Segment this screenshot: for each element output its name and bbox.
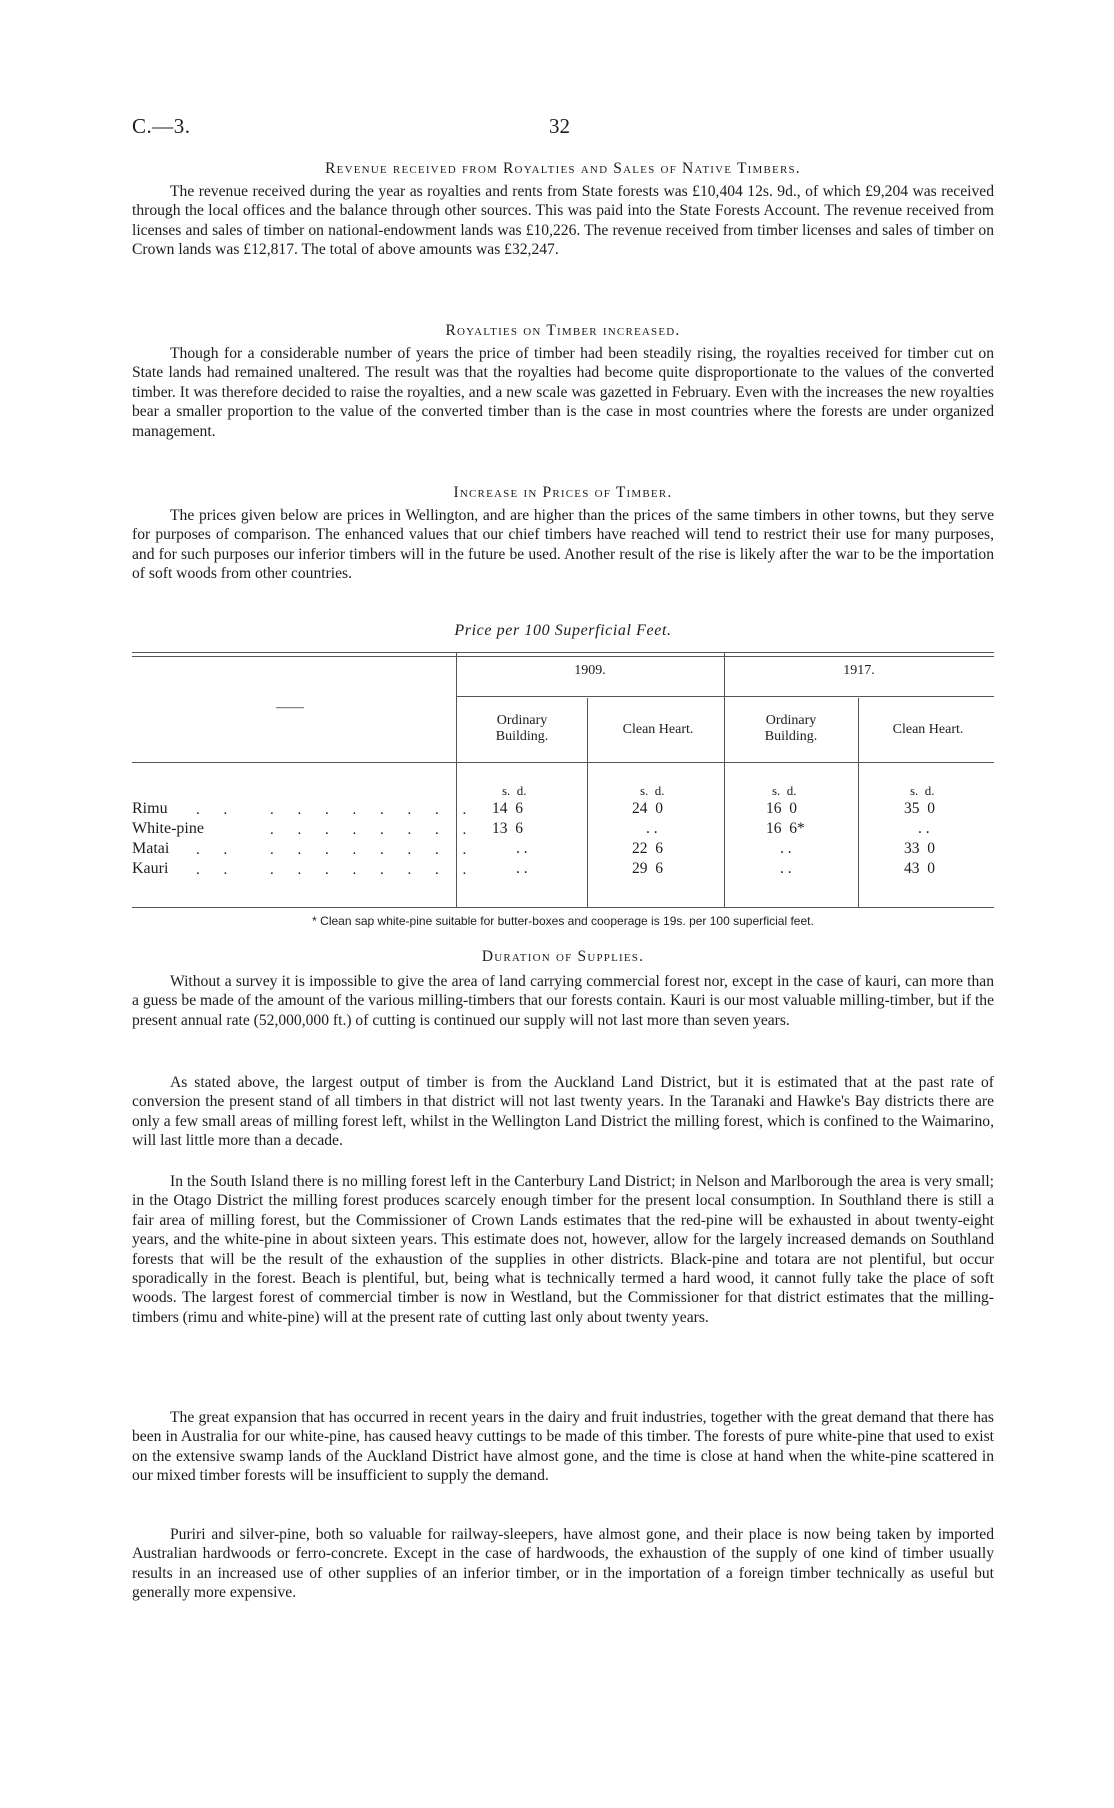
year-header-1909: 1909. <box>574 663 606 678</box>
price-cell: . . <box>780 860 792 877</box>
unit-label: s. d. <box>640 783 665 798</box>
section-heading-duration: Duration of Supplies. <box>481 948 645 965</box>
table-divider <box>724 652 725 908</box>
leader-dots: . . <box>196 842 238 858</box>
price-cell: 13 6 <box>492 820 523 837</box>
section-heading-revenue: Revenue received from Royalties and Sales of Native Timbers. <box>325 160 801 177</box>
price-cell: 35 0 <box>904 800 935 817</box>
row-label: Rimu <box>132 800 168 817</box>
price-cell: . . <box>918 820 930 837</box>
subheader-1909-ordinary: Ordinary Building. <box>495 713 549 744</box>
leader-dots: . . . . . . . . <box>270 802 477 818</box>
page-number: 32 <box>549 114 570 138</box>
table-caption: Price per 100 Superficial Feet. <box>454 622 672 639</box>
paragraph-duration-4: The great expansion that has occurred in recent years in the dairy and fruit industries, together with the great demand that there has been in Australia for our white-pine, has caused heavy cuttings to be made of this timber. The forests of pure white-pine that used to exist on the extensive swamp lands of the Auckland District have almost gone, and the time is close at hand when the white-pine scattered in our mixed timber forests will be insufficient to supply the demand. <box>132 1409 994 1485</box>
subheader-1917-ordinary: Ordinary Building. <box>764 713 818 744</box>
leader-dots: . . . . . . . . <box>270 842 477 858</box>
table-top-rule-double <box>132 656 994 657</box>
leader-dots: . . <box>196 862 238 878</box>
table-footnote: * Clean sap white-pine suitable for butter-boxes and cooperage is 19s. per 100 superficial feet. <box>312 914 814 928</box>
row-label: Kauri <box>132 860 169 877</box>
price-cell: 33 0 <box>904 840 935 857</box>
document-code: C.—3. <box>132 114 191 138</box>
price-cell: 14 6 <box>492 800 523 817</box>
year-header-1917: 1917. <box>843 663 875 678</box>
table-divider <box>587 698 588 908</box>
leader-dots: . . . . . . . . <box>270 862 477 878</box>
price-cell: 29 6 <box>632 860 663 877</box>
paragraph-duration-2: As stated above, the largest output of timber is from the Auckland Land District, but it is estimated that at the past rate of conversion the present stand of all timbers in that district will not last twenty years. In the Taranaki and Hawke's Bay districts there are only a few small areas of milling forest left, whilst in the Wellington Land District the milling forest, which is confined to the Waimarino, will last little more than a decade. <box>132 1074 994 1150</box>
paragraph-duration-1: Without a survey it is impossible to give the area of land carrying commercial forest nor, except in the case of kauri, can more than a guess be made of the amount of the various milling-timbers that our forests contain. Kauri is our most valuable milling-timber, but if the present annual rate (52,000,000 ft.) of cutting is continued our supply will not last more than seven years. <box>132 973 994 1029</box>
header-bottom-rule <box>132 762 994 763</box>
price-cell: 16 6* <box>766 820 805 837</box>
price-cell: . . <box>646 820 658 837</box>
table-top-rule <box>132 652 994 653</box>
table-divider <box>858 698 859 908</box>
year-header-rule <box>456 696 994 697</box>
price-cell: . . <box>516 840 528 857</box>
price-cell: . . <box>780 840 792 857</box>
unit-label: s. d. <box>502 783 527 798</box>
paragraph-duration-3: In the South Island there is no milling forest left in the Canterbury Land District; in Nelson and Marlborough the area is very small; in the Otago District the milling forest produces scarcely enough timber for the present local consumption. In Southland there is still a fair area of milling forest, but the Commissioner of Crown Lands estimates that the red-pine will be exhausted in about twenty-eight years, and the white-pine in about sixteen years. This estimate does not, however, allow for the largely increased demands on Southland forests that will be the result of the exhaustion of the supplies in other districts. Black-pine and totara are not plentiful, but occur sporadically in the forest. Beach is plentiful, but, being what is technically termed a hard wood, it cannot fully take the place of soft woods. The largest forest of commercial timber is now in Westland, but the Commissioner for that district estimates that the milling-timbers (rimu and white-pine) will at the present rate of cutting last only about twenty years. <box>132 1173 994 1326</box>
price-cell: 22 6 <box>632 840 663 857</box>
price-cell: 16 0 <box>766 800 797 817</box>
unit-label: s. d. <box>910 783 935 798</box>
paragraph-duration-5: Puriri and silver-pine, both so valuable for railway-sleepers, have almost gone, and their place is now being taken by imported Australian hardwoods or ferro-concrete. Except in the case of hardwoods, the exhaustion of the supply of one kind of timber usually results in an increased use of other supplies of an inferior timber, or in the importation of a foreign timber technically as useful but generally more expensive. <box>132 1526 994 1602</box>
price-cell: . . <box>516 860 528 877</box>
price-cell: 43 0 <box>904 860 935 877</box>
price-cell: 24 0 <box>632 800 663 817</box>
row-label: Matai <box>132 840 170 857</box>
subheader-1917-clean: Clean Heart. <box>892 722 964 737</box>
subheader-1909-clean: Clean Heart. <box>622 722 694 737</box>
section-heading-royalties: Royalties on Timber increased. <box>445 322 681 339</box>
paragraph-royalties: Though for a considerable number of years the price of timber had been steadily rising, the royalties received for timber cut on State lands had remained unaltered. The result was that the royalties had become quite disproportionate to the values of the converted timber. It was therefore decided to raise the royalties, and a new scale was gazetted in February. Even with the increases the new royalties bear a smaller proportion to the value of the converted timber than is the case in most countries where the forests are under organized management. <box>132 345 994 440</box>
leader-dots: . . <box>196 802 238 818</box>
paragraph-revenue: The revenue received during the year as royalties and rents from State forests was £10,404 12s. 9d., of which £9,204 was received through the local offices and the balance through other sources. This was paid into the State Forests Account. The revenue received from licenses and sales of timber on national-endowment lands was £10,226. The revenue received from timber licenses and sales of timber on Crown lands was £12,817. The total of above amounts was £32,247. <box>132 183 994 259</box>
stub-header-dash: —— <box>276 700 304 715</box>
table-bottom-rule <box>132 907 994 908</box>
row-label: White-pine <box>132 820 204 837</box>
paragraph-prices: The prices given below are prices in Wellington, and are higher than the prices of the same timbers in other towns, but they serve for purposes of comparison. The enhanced values that our chief timbers have reached will tend to restrict their use for many purposes, and for such purposes our inferior timbers will in the future be used. Another result of the rise is likely after the war to be the importation of soft woods from other countries. <box>132 507 994 583</box>
unit-label: s. d. <box>772 783 797 798</box>
leader-dots: . . . . . . . . <box>270 822 477 838</box>
section-heading-prices: Increase in Prices of Timber. <box>453 484 673 501</box>
